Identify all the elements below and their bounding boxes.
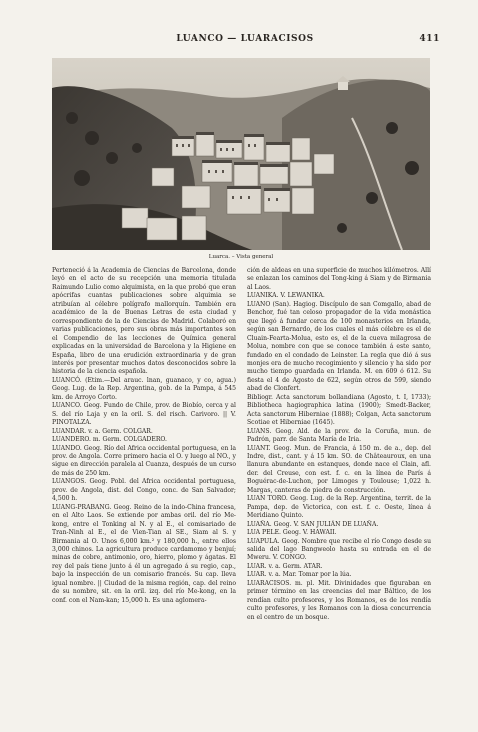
entry-paragraph: LUANIKA. V. LEWANIKA. bbox=[247, 292, 325, 300]
entry-paragraph: LUANG-PRABANG. Geog. Reino de la indo-China francesa, en el Alto Laos. Se extiende por ambas oril. del río Me-kong, entre el Tonking al N. y al E., el comisariado de Tran-Ninh al E., el de Vien-Tian al SE., Siam al S. y Birmania al O. Unos 6,000 km.² y 180,000 h., entre ellos 3,000 chinos. La agricultura produce cardamomo y benjuí; minas de cobre, antimonio, oro, hierro, plomo y ágatas. El rey del país tiene junto á él un agregado á su regio, cap., bajo la inspección de un comisario francés. Su cap. lleva igual nombre. || Ciudad de la misma región, cap. del reino de su nombre, sit. en la oril. izq. del río Me-kong, en la conf. con el Nam-kan; 15,000 h. Es una aglomera- bbox=[52, 503, 236, 604]
entry-paragraph: Bibliogr. Acta sanctorum bollandiana (Agosto, t. I, 1733); Bibliotheca hagiographica latina (1900); Smedt-Backer, Acta sanctorum Hiberniae (1888); Colgan, Acta sanctorum Scotiae et Hiberniae (1645). bbox=[247, 393, 431, 427]
entry-paragraph: LUANS. Geog. Ald. de la prov. de la Coruña, mun. de Padrón, parr. de Santa María de Iria. bbox=[247, 427, 431, 444]
entry-paragraph: ción de aldeas en una superficie de muchos kilómetros. Allí se enlazan los caminos del Tong-king á Siam y de Birmania al Laos. bbox=[247, 267, 431, 291]
entry-paragraph: LUANCÓ. (Etim.—Del arauc. lnan, guanaco, y co, agua.) Geog. Lug. de la Rep. Argentina, gob. de la Pampa, á 545 km. de Arroyo Corto. bbox=[52, 376, 236, 401]
entry-paragraph: LUAR. v. a. Germ. ATAR. bbox=[247, 562, 323, 570]
entry-paragraph: LUANGOS. Geog. Pobl. del Africa occidental portuguesa, prov. de Angola, dist. del Congo, conc. de San Salvador; 4,500 h. bbox=[52, 478, 236, 503]
entry-paragraph: LUANDO. Geog. Río del Africa occidental portuguesa, en la prov. de Angola. Corre primero hacia el O. y luego al NO., y sigue en dirección paralela al Cuanza, después de un curso de más de 250 km. bbox=[52, 444, 236, 477]
right-column bbox=[247, 267, 431, 622]
page-number: 411 bbox=[419, 34, 440, 44]
entry-paragraph: LUAÑA. Geog. V. SAN JULIÁN DE LUAÑA. bbox=[247, 520, 379, 528]
entry-paragraph: LUANCO. Geog. Fundo de Chile, prov. de Biobío, cerca y al S. del río Laja y en la oril. S. del risch. Carivoro. || V. PINOTALZA. bbox=[52, 402, 236, 427]
entry-paragraph: LUAPULA. Geog. Nombre que recibe el río Congo desde su salida del lago Bangweolo hasta su entrada en el de Mweru. V. CONGO. bbox=[247, 537, 431, 562]
running-title: LUANCO — LUARACISOS bbox=[176, 34, 314, 44]
luarca-photograph bbox=[52, 58, 430, 250]
entry-paragraph: LUA PELE. Geog. V. HAWAII. bbox=[247, 529, 337, 537]
luarca-town-illustration bbox=[52, 58, 430, 250]
entry-paragraph: LUANDAR. v. a. Germ. COLGAR. bbox=[52, 427, 153, 435]
running-header bbox=[50, 34, 440, 48]
entry-paragraph: LUANDERO. m. Germ. COLGADERO. bbox=[52, 436, 167, 444]
left-column bbox=[52, 267, 236, 605]
entry-paragraph: LUANO (San). Hagiog. Discípulo de san Comgallo, abad de Benchor, fué tan celoso propagador de la vida monástica que llegó á fundar cerca de 100 monasterios en Irlanda, según san Bernardo, de los cuales el más célebre es el de Cluain-Fearta-Molua, esto es, el de la cueva milagrosa de Molua, nombre con que se conoce también á este santo, fundado en el condado de Leinster. La regla que dió á sus monjes era de mucho recogimiento y silencio y ha sido por mucho tiempo guardada en Irlanda. M. en 609 ó 612. Su fiesta el 4 de Agosto de 622, según otros de 599, siendo abad de Clonfert. bbox=[247, 300, 431, 393]
entry-paragraph: Perteneció á la Academia de Ciencias de Barcelona, donde leyó en el acto de su recepción una memoria titulada Raimundo Lulio como alquimista, en la que probó que eran apócrifas cuantas publicaciones sobre alquimia se atribuían al célebre polígrafo mallorquín. También era académico de la de Buenas Letras de esta ciudad y correspondiente de la de Ciencias de Madrid. Colaboró en varias publicaciones, pero sus obras más importantes son el Compendio de las lecciones de Química general explicadas en la universidad de Barcelona y la Higiene en España, libro de una erudición extraordinaria y de gran interés por presentar muchos datos desconocidos sobre la historia de la ciencia española. bbox=[52, 267, 236, 376]
entry-paragraph: LUAR. v. a. Mar. Tomar por la lúa. bbox=[247, 571, 352, 579]
entry-paragraph: LUAN TORO. Geog. Lug. de la Rep. Argentina, territ. de la Pampa, dep. de Victorica, con est. f. c. Oeste, línea á Meridiano Quinto. bbox=[247, 495, 431, 520]
entry-paragraph: LUARACISOS. m. pl. Mit. Divinidades que figuraban en primer término en las creencias del mar Báltico, de los rendían culto profesores, y los Romanos, es de los rendía culto profesores, y les Romanos con la diosa concurrencia en el centro de un bosque. bbox=[247, 579, 431, 621]
photo-caption: Luarca. – Vista general bbox=[208, 254, 274, 260]
entry-paragraph: LUANT. Geog. Mun. de Francia, á 150 m. de a., dep. del Indre, dist., cant. y á 15 km. SO. de Châteauroux, en una llanura abundante en estanques, donde nace el Clain, afl. der. del Creuse, con est. f. c. en la línea de París á Boguérac-de-Luchon, por Limoges y Toulouse; 1,022 h. Margas, canteras de piedra de construcción. bbox=[247, 444, 431, 494]
